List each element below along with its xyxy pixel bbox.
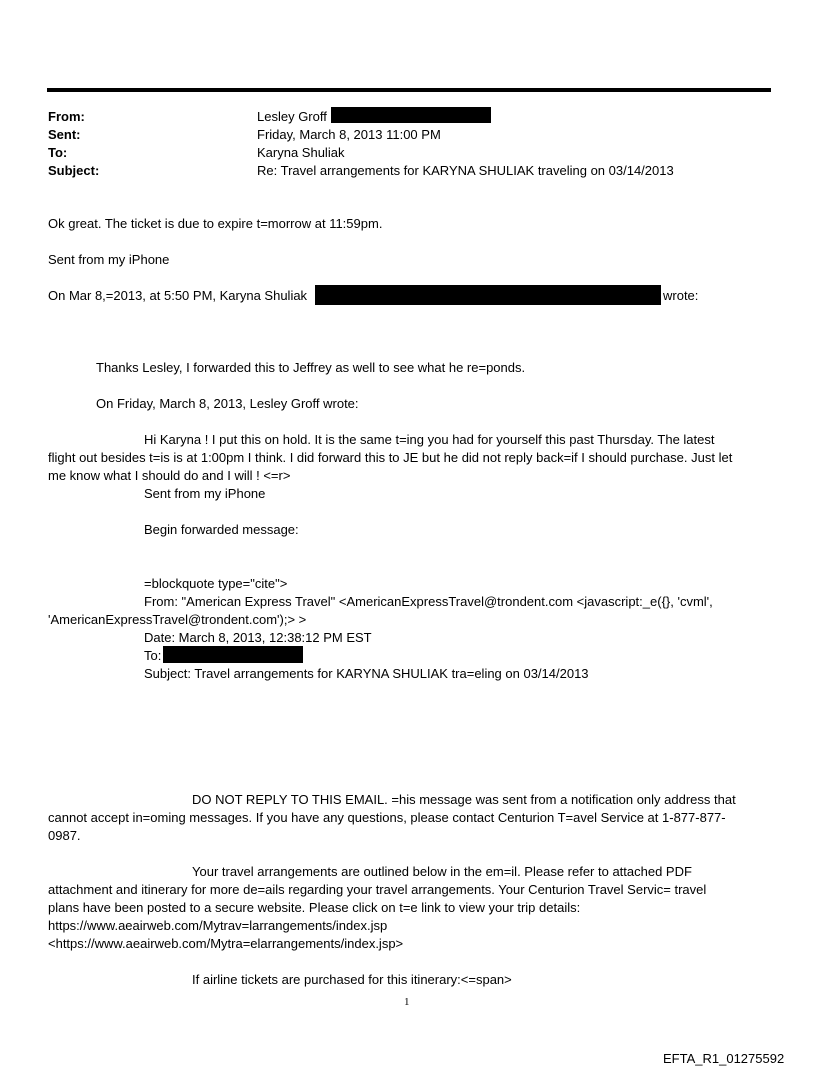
sent-value: Friday, March 8, 2013 11:00 PM [257,127,441,142]
body-hi-karyna-l2: flight out besides t=is is at 1:00pm I think. I did forward this to JE but he did not reply back=if I should purchase. Just let [48,450,733,465]
subject-value: Re: Travel arrangements for KARYNA SHULIAK traveling on 03/14/2013 [257,163,674,178]
body-on-friday: On Friday, March 8, 2013, Lesley Groff wrote: [96,396,359,411]
fwd-date: Date: March 8, 2013, 12:38:12 PM EST [144,630,372,645]
body-airline-tickets: If airline tickets are purchased for this itinerary:<=span> [192,972,512,987]
body-sent-iphone-2: Sent from my iPhone [144,486,266,501]
body-thanks-lesley: Thanks Lesley, I forwarded this to Jeffrey as well to see what he re=ponds. [96,360,526,375]
redaction-shuliak-email [315,285,661,305]
travel-l3: plans have been posted to a secure website. Please click on t=e link to view your trip details: [48,900,581,915]
from-value: Lesley Groff [257,109,327,124]
fwd-from-l2: 'AmericanExpressTravel@trondent.com');> > [48,612,307,627]
redaction-from-email [331,107,491,123]
travel-l2: attachment and itinerary for more de=ails regarding your travel arrangements. Your Centurion Travel Servic= travel [48,882,707,897]
sent-label: Sent: [48,127,81,142]
notice-l2: cannot accept in=oming messages. If you have any questions, please contact Centurion T=avel Service at 1-877-877- [48,810,726,825]
body-begin-forwarded: Begin forwarded message: [144,522,299,537]
page-number: 1 [404,996,410,1008]
travel-url-2: <https://www.aeairweb.com/Mytra=elarrangements/index.jsp> [48,936,404,951]
body-hi-karyna-l1: Hi Karyna ! I put this on hold. It is the same t=ing you had for yourself this past Thursday. The latest [144,432,715,447]
body-blockquote: =blockquote type="cite"> [144,576,288,591]
body-on-mar8-suffix: wrote: [663,288,699,303]
redaction-fwd-to [163,646,303,663]
travel-l1: Your travel arrangements are outlined below in the em=il. Please refer to attached PDF [192,864,692,879]
body-hi-karyna-l3: me know what I should do and I will ! <=r> [48,468,291,483]
fwd-subject: Subject: Travel arrangements for KARYNA SHULIAK tra=eling on 03/14/2013 [144,666,589,681]
notice-l1: DO NOT REPLY TO THIS EMAIL. =his message was sent from a notification only address that [192,792,736,807]
fwd-to-label: To: [144,648,162,663]
fwd-from-l1: From: "American Express Travel" <AmericanExpressTravel@trondent.com <javascript:_e({}, 'cvml', [144,594,713,609]
to-value: Karyna Shuliak [257,145,345,160]
notice-l3: 0987. [48,828,81,843]
body-sent-iphone: Sent from my iPhone [48,252,170,267]
travel-url-1: https://www.aeairweb.com/Mytrav=larrangements/index.jsp [48,918,388,933]
to-label: To: [48,145,68,160]
from-label: From: [48,109,85,124]
header-rule [47,88,771,92]
body-line-ticket: Ok great. The ticket is due to expire t=morrow at 11:59pm. [48,216,383,231]
body-on-mar8-prefix: On Mar 8,=2013, at 5:50 PM, Karyna Shuliak [48,288,308,303]
document-id-footer: EFTA_R1_01275592 [663,1051,785,1066]
subject-label: Subject: [48,163,100,178]
